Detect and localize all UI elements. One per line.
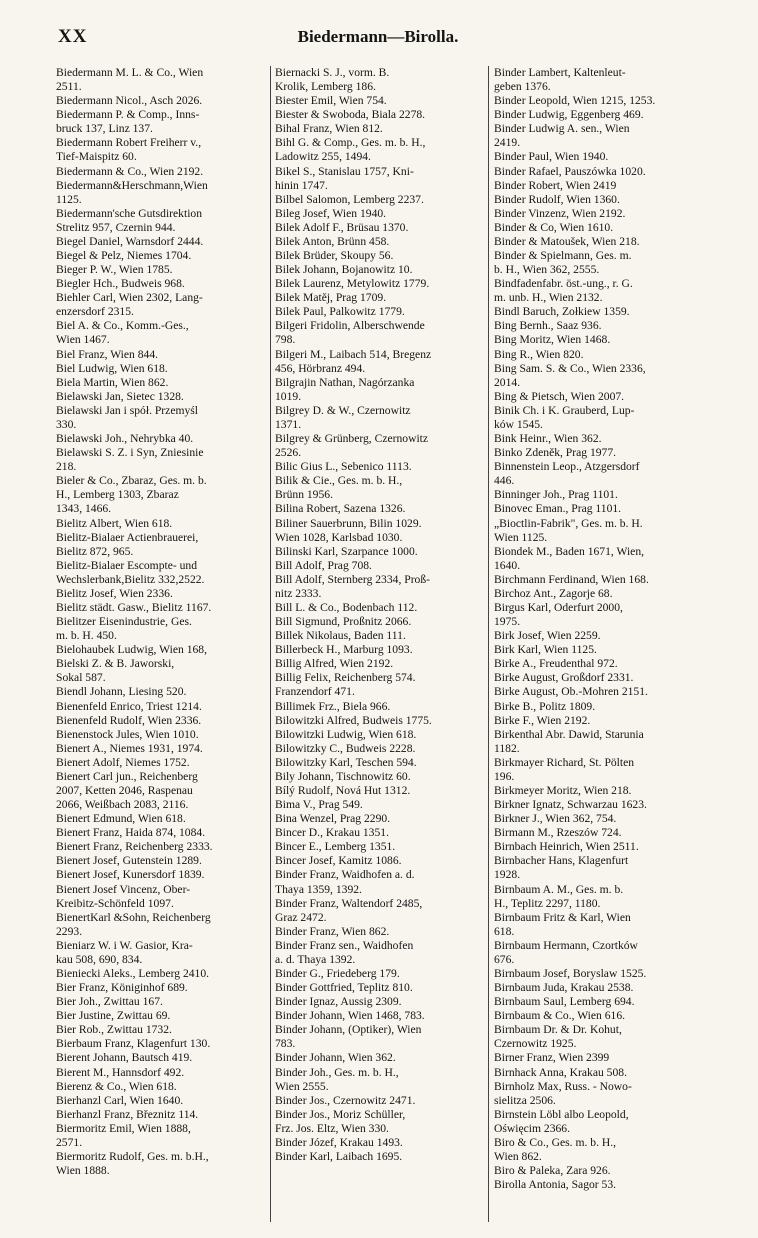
directory-line: „Bioctlin-Fabrik", Ges. m. b. H.: [494, 516, 643, 530]
directory-line: bruck 137, Linz 137.: [56, 122, 153, 136]
directory-line: Billimek Frz., Biela 966.: [275, 699, 391, 713]
directory-line: Birchoz Ant., Zagorje 68.: [494, 586, 613, 600]
directory-line: Birnbaum Dr. & Dr. Kohut,: [494, 1023, 622, 1037]
directory-line: Binder & Co, Wien 1610.: [494, 220, 614, 234]
directory-line: Binder Ludwig, Eggenberg 469.: [494, 108, 644, 122]
directory-line: 676.: [494, 952, 515, 966]
directory-line: Strelitz 957, Czernin 944.: [56, 220, 176, 234]
directory-line: 2511.: [56, 80, 82, 94]
directory-line: Bienert Adolf, Niemes 1752.: [56, 755, 190, 769]
directory-line: Bilowitzky Karl, Teschen 594.: [275, 755, 417, 769]
directory-line: Birgus Karl, Oderfurt 2000,: [494, 600, 623, 614]
directory-line: Binder Gottfried, Teplitz 810.: [275, 981, 413, 995]
running-head: Biedermann—Birolla.: [297, 27, 459, 46]
directory-line: Birnbaum A. M., Ges. m. b.: [494, 882, 624, 896]
directory-line: a. d. Thaya 1392.: [275, 952, 356, 966]
directory-line: hinin 1747.: [275, 178, 328, 192]
directory-line: Birnhack Anna, Krakau 508.: [494, 1065, 627, 1079]
directory-line: Bier Rob., Zwittau 1732.: [56, 1023, 172, 1037]
directory-line: Birnbaum & Co., Wien 616.: [494, 1009, 626, 1023]
directory-line: Birchmann Ferdinand, Wien 168.: [494, 572, 649, 586]
column-left: [56, 66, 271, 1222]
directory-line: Bier Justine, Zwittau 69.: [56, 1009, 171, 1023]
directory-line: Billerbeck H., Marburg 1093.: [275, 643, 413, 657]
directory-line: Birke August, Ob.-Mohren 2151.: [494, 685, 648, 699]
directory-line: Binik Ch. i K. Grauberd, Lup-: [494, 403, 635, 417]
directory-line: Bilgeri Fridolin, Alberschwende: [275, 319, 425, 333]
directory-line: H., Lemberg 1303, Zbaraz: [56, 488, 179, 502]
directory-line: 446.: [494, 474, 515, 488]
directory-line: 1640.: [494, 558, 521, 572]
directory-line: Binder Jos., Moriz Schüller,: [275, 1107, 406, 1121]
directory-line: Bill L. & Co., Bodenbach 112.: [275, 600, 418, 614]
directory-line: 798.: [275, 333, 296, 347]
directory-line: Bilgrajin Nathan, Nagórzanka: [275, 375, 415, 389]
directory-line: Biondek M., Baden 1671, Wien,: [494, 544, 645, 558]
directory-line: Bileg Josef, Wien 1940.: [275, 206, 387, 220]
directory-line: Bina Wenzel, Prag 2290.: [275, 812, 391, 826]
directory-line: Birnstein Löbl albo Leopold,: [494, 1107, 629, 1121]
directory-line: Bink Heinr., Wien 362.: [494, 432, 602, 446]
directory-line: Bilic Gius L., Sebenico 1113.: [275, 460, 412, 474]
directory-line: Bieler & Co., Zbaraz, Ges. m. b.: [56, 474, 207, 488]
directory-line: m. unb. H., Wien 2132.: [494, 291, 603, 305]
directory-line: b. H., Wien 362, 2555.: [494, 263, 600, 277]
directory-line: Birnbacher Hans, Klagenfurt: [494, 854, 629, 868]
directory-line: Biermoritz Rudolf, Ges. m. b.H.,: [56, 1150, 209, 1164]
directory-line: Bielitz 872, 965.: [56, 544, 134, 558]
directory-line: 1975.: [494, 615, 521, 629]
directory-line: 218.: [56, 460, 77, 474]
directory-line: Binninger Joh., Prag 1101.: [494, 488, 618, 502]
directory-line: Binder Paul, Wien 1940.: [494, 150, 609, 164]
directory-line: Bielohaubek Ludwig, Wien 168,: [56, 643, 207, 657]
directory-line: Bielawski Joh., Nehrybka 40.: [56, 432, 194, 446]
directory-line: Wien 862.: [494, 1150, 542, 1164]
directory-line: Birk Karl, Wien 1125.: [494, 643, 597, 657]
directory-line: 2007, Ketten 2046, Raspenau: [56, 783, 193, 797]
directory-line: Bílý Rudolf, Nová Hut 1312.: [275, 783, 411, 797]
directory-line: Bienenstock Jules, Wien 1010.: [56, 727, 199, 741]
directory-line: Wechslerbank,Bielitz 332,2522.: [56, 572, 205, 586]
directory-line: Bielitz-Bialaer Escompte- und: [56, 558, 198, 572]
directory-line: Biliner Sauerbrunn, Bilin 1029.: [275, 516, 422, 530]
directory-line: sielitza 2506.: [494, 1093, 556, 1107]
directory-line: Binder Rafael, Pauszówka 1020.: [494, 164, 646, 178]
directory-line: Bierent Johann, Bautsch 419.: [56, 1051, 193, 1065]
directory-line: Biermoritz Emil, Wien 1888,: [56, 1121, 191, 1135]
directory-line: Biedermann&Herschmann,Wien: [56, 178, 208, 192]
directory-line: Biendl Johann, Liesing 520.: [56, 685, 187, 699]
directory-line: Biro & Paleka, Zara 926.: [494, 1164, 611, 1178]
directory-line: Biernacki S. J., vorm. B.: [275, 66, 390, 79]
directory-line: Czernowitz 1925.: [494, 1037, 577, 1051]
directory-line: Bindl Baruch, Zołkiew 1359.: [494, 305, 630, 319]
directory-line: H., Teplitz 2297, 1180.: [494, 896, 601, 910]
directory-line: Biro & Co., Ges. m. b. H.,: [494, 1135, 617, 1149]
directory-line: Binder & Spielmann, Ges. m.: [494, 249, 632, 263]
directory-line: Binder Johann, (Optiker), Wien: [275, 1023, 422, 1037]
directory-line: Bikel S., Stanislau 1757, Kni-: [275, 164, 414, 178]
directory-line: Birnbaum Juda, Krakau 2538.: [494, 981, 634, 995]
directory-line: Wien 1028, Karlsbad 1030.: [275, 530, 403, 544]
directory-line: Kreibitz-Schönfeld 1097.: [56, 896, 174, 910]
directory-line: geben 1376.: [494, 80, 551, 94]
directory-line: Birke A., Freudenthal 972.: [494, 657, 618, 671]
directory-line: Biel Franz, Wien 844.: [56, 347, 159, 361]
directory-line: Bienert Josef, Kunersdorf 1839.: [56, 868, 205, 882]
directory-line: Binder Leopold, Wien 1215, 1253.: [494, 94, 656, 108]
directory-line: Bienenfeld Enrico, Triest 1214.: [56, 699, 202, 713]
directory-line: Brünn 1956.: [275, 488, 333, 502]
directory-line: Birke F., Wien 2192.: [494, 713, 591, 727]
directory-line: Bierhanzl Carl, Wien 1640.: [56, 1093, 184, 1107]
directory-line: Binder G., Friedeberg 179.: [275, 967, 400, 980]
directory-line: ków 1545.: [494, 417, 543, 431]
directory-line: Birolla Antonia, Sagor 53.: [494, 1178, 617, 1192]
directory-line: 456, Hörbranz 494.: [275, 361, 366, 375]
directory-line: Bing Sam. S. & Co., Wien 2336,: [494, 361, 646, 375]
directory-line: 2526.: [275, 446, 302, 460]
directory-line: 2014.: [494, 375, 521, 389]
directory-line: nitz 2333.: [275, 586, 322, 600]
directory-line: Bilek Paul, Palkowitz 1779.: [275, 305, 405, 319]
directory-columns: [56, 66, 702, 1222]
directory-line: Binder Lambert, Kaltenleut-: [494, 66, 626, 79]
directory-line: Birkmayer Richard, St. Pölten: [494, 755, 635, 769]
directory-line: Birkenthal Abr. Dawid, Starunia: [494, 727, 644, 741]
directory-line: Biester Emil, Wien 754.: [275, 94, 387, 108]
directory-line: Bilgrey D. & W., Czernowitz: [275, 403, 411, 417]
directory-line: Binder & Matoušek, Wien 218.: [494, 234, 640, 248]
directory-line: Binder Rudolf, Wien 1360.: [494, 192, 620, 206]
directory-line: Birnbaum Fritz & Karl, Wien: [494, 910, 631, 924]
directory-line: Wien 1125.: [494, 530, 548, 544]
directory-line: Bierenz & Co., Wien 618.: [56, 1079, 177, 1093]
directory-line: Oświęcim 2366.: [494, 1121, 570, 1135]
directory-line: Bielitz Josef, Wien 2336.: [56, 586, 173, 600]
directory-line: Wien 2555.: [275, 1079, 329, 1093]
directory-line: Birkner J., Wien 362, 754.: [494, 812, 617, 826]
directory-line: 2066, Weißbach 2083, 2116.: [56, 798, 189, 812]
directory-line: Bier Franz, Königinhof 689.: [56, 981, 188, 995]
directory-line: enzersdorf 2315.: [56, 305, 134, 319]
directory-line: Bilek Laurenz, Metylowitz 1779.: [275, 277, 430, 291]
directory-line: Bincer E., Lemberg 1351.: [275, 840, 396, 854]
directory-line: Graz 2472.: [275, 910, 327, 924]
directory-line: m. b. H. 450.: [56, 629, 117, 643]
directory-line: 2419.: [494, 136, 521, 150]
directory-line: Bing R., Wien 820.: [494, 347, 584, 361]
directory-line: Biedermann'sche Gutsdirektion: [56, 206, 203, 220]
directory-line: Binder Franz sen., Waidhofen: [275, 938, 414, 952]
directory-line: 2571.: [56, 1135, 83, 1149]
directory-line: BienertKarl &Sohn, Reichenberg: [56, 910, 211, 924]
directory-line: Biegel Daniel, Warnsdorf 2444.: [56, 234, 204, 248]
directory-line: Biegler Hch., Budweis 968.: [56, 277, 185, 291]
directory-line: Biester & Swoboda, Biala 2278.: [275, 108, 426, 122]
directory-line: 196.: [494, 769, 515, 783]
directory-line: Biela Martin, Wien 862.: [56, 375, 169, 389]
directory-line: Ladowitz 255, 1494.: [275, 150, 371, 164]
directory-line: Bill Adolf, Sternberg 2334, Proß-: [275, 572, 431, 586]
directory-line: 1125.: [56, 192, 82, 206]
directory-line: Bincer Josef, Kamitz 1086.: [275, 854, 402, 868]
directory-line: Bima V., Prag 549.: [275, 798, 363, 812]
directory-line: Franzendorf 471.: [275, 685, 355, 699]
directory-line: 618.: [494, 924, 515, 938]
directory-line: Biehler Carl, Wien 2302, Lang-: [56, 291, 203, 305]
directory-line: Bienert Carl jun., Reichenberg: [56, 769, 198, 783]
directory-line: Wien 1467.: [56, 333, 110, 347]
page-number: XX: [58, 26, 88, 47]
directory-line: 783.: [275, 1037, 296, 1051]
directory-line: Bill Sigmund, Proßnitz 2066.: [275, 615, 412, 629]
directory-line: Biegel & Pelz, Niemes 1704.: [56, 249, 192, 263]
directory-line: Birmann M., Rzeszów 724.: [494, 826, 622, 840]
directory-line: Binder Robert, Wien 2419: [494, 178, 617, 192]
directory-line: Bilowitzki Alfred, Budweis 1775.: [275, 713, 432, 727]
directory-line: Billig Alfred, Wien 2192.: [275, 657, 394, 671]
directory-line: Binder Ignaz, Aussig 2309.: [275, 995, 402, 1009]
directory-line: Frz. Jos. Eltz, Wien 330.: [275, 1121, 389, 1135]
directory-line: Binder Franz, Waltendorf 2485,: [275, 896, 423, 910]
directory-line: Bilek Johann, Bojanowitz 10.: [275, 263, 413, 277]
directory-line: Bilek Brüder, Skoupy 56.: [275, 249, 394, 263]
directory-line: Bihal Franz, Wien 812.: [275, 122, 383, 136]
directory-line: Biedermann P. & Comp., Inns-: [56, 108, 200, 122]
directory-line: Bilowitzki Ludwig, Wien 618.: [275, 727, 417, 741]
directory-line: Binder Vinzenz, Wien 2192.: [494, 206, 626, 220]
directory-line: Binovec Eman., Prag 1101.: [494, 502, 622, 516]
directory-line: 1019.: [275, 389, 302, 403]
directory-line: Sokal 587.: [56, 671, 106, 685]
directory-line: Bier Joh., Zwittau 167.: [56, 995, 163, 1009]
directory-line: Biedermann & Co., Wien 2192.: [56, 164, 204, 178]
directory-line: Birkmeyer Moritz, Wien 218.: [494, 783, 632, 797]
directory-line: Billek Nikolaus, Baden 111.: [275, 629, 406, 643]
directory-line: Birnbaum Hermann, Czortków: [494, 938, 638, 952]
column-middle: [271, 66, 489, 1222]
directory-line: Bierent M., Hannsdorf 492.: [56, 1065, 185, 1079]
directory-line: Binder Johann, Wien 1468, 783.: [275, 1009, 425, 1023]
directory-line: 1343, 1466.: [56, 502, 112, 516]
directory-line: Bienert Edmund, Wien 618.: [56, 812, 186, 826]
directory-line: Wien 1888.: [56, 1164, 110, 1178]
directory-line: Birner Franz, Wien 2399: [494, 1051, 610, 1065]
directory-line: Biedermann Nicol., Asch 2026.: [56, 94, 203, 108]
directory-line: Binder Józef, Krakau 1493.: [275, 1135, 403, 1149]
directory-line: Bilgeri M., Laibach 514, Bregenz: [275, 347, 432, 361]
directory-line: Biel A. & Co., Komm.-Ges.,: [56, 319, 189, 333]
directory-line: Krolik, Lemberg 186.: [275, 80, 376, 94]
directory-line: Birnbaum Saul, Lemberg 694.: [494, 995, 635, 1009]
directory-line: Bienert Franz, Reichenberg 2333.: [56, 840, 213, 854]
directory-line: Biel Ludwig, Wien 618.: [56, 361, 168, 375]
directory-line: Birk Josef, Wien 2259.: [494, 629, 601, 643]
directory-line: Bily Johann, Tischnowitz 60.: [275, 769, 411, 783]
directory-line: Bierhanzl Franz, Březnitz 114.: [56, 1107, 199, 1121]
directory-line: 1182.: [494, 741, 520, 755]
directory-line: 1371.: [275, 417, 302, 431]
directory-line: Bielawski Jan i spół. Przemyśl: [56, 403, 199, 417]
directory-line: Bienert Franz, Haida 874, 1084.: [56, 826, 206, 840]
directory-line: Birke August, Großdorf 2331.: [494, 671, 634, 685]
directory-line: Bienenfeld Rudolf, Wien 2336.: [56, 713, 202, 727]
directory-line: Bielawski S. Z. i Syn, Zniesinie: [56, 446, 204, 460]
directory-line: Birkner Ignatz, Schwarzau 1623.: [494, 798, 647, 812]
directory-line: Bincer D., Krakau 1351.: [275, 826, 389, 840]
directory-line: Bieniecki Aleks., Lemberg 2410.: [56, 967, 210, 980]
directory-line: 330.: [56, 417, 77, 431]
directory-line: Binder Franz, Waidhofen a. d.: [275, 868, 415, 882]
directory-line: Thaya 1359, 1392.: [275, 882, 362, 896]
directory-line: Bielitz städt. Gasw., Bielitz 1167.: [56, 600, 212, 614]
directory-line: Bienert Josef, Gutenstein 1289.: [56, 854, 202, 868]
directory-line: Bielawski Jan, Sietec 1328.: [56, 389, 184, 403]
directory-line: Binko Zdeněk, Prag 1977.: [494, 446, 617, 460]
directory-line: Bierbaum Franz, Klagenfurt 130.: [56, 1037, 211, 1051]
directory-line: Birnholz Max, Russ. - Nowo-: [494, 1079, 632, 1093]
directory-line: 2293.: [56, 924, 83, 938]
directory-line: Bilek Matěj, Prag 1709.: [275, 291, 387, 305]
directory-line: Bilik & Cie., Ges. m. b. H.,: [275, 474, 403, 488]
directory-line: Bilek Adolf F., Brüsau 1370.: [275, 220, 409, 234]
directory-line: Bilbel Salomon, Lemberg 2237.: [275, 192, 424, 206]
directory-line: Bilek Anton, Brünn 458.: [275, 234, 390, 248]
directory-line: Bieniarz W. i W. Gasior, Kra-: [56, 938, 193, 952]
directory-line: Binder Johann, Wien 362.: [275, 1051, 396, 1065]
directory-line: Bindfadenfabr. öst.-ung., r. G.: [494, 277, 633, 291]
directory-line: Binder Joh., Ges. m. b. H.,: [275, 1065, 399, 1079]
directory-line: Biedermann Robert Freiherr v.,: [56, 136, 202, 150]
directory-line: Bielitz Albert, Wien 618.: [56, 516, 173, 530]
directory-line: Billig Felix, Reichenberg 574.: [275, 671, 416, 685]
directory-line: Bielski Z. & B. Jaworski,: [56, 657, 175, 671]
directory-line: Bilina Robert, Sazena 1326.: [275, 502, 406, 516]
directory-line: Bihl G. & Comp., Ges. m. b. H.,: [275, 136, 426, 150]
directory-line: Bielitz-Bialaer Actienbrauerei,: [56, 530, 199, 544]
directory-line: Birnbach Heinrich, Wien 2511.: [494, 840, 639, 854]
directory-line: Bing Moritz, Wien 1468.: [494, 333, 611, 347]
directory-line: Bilgrey & Grünberg, Czernowitz: [275, 432, 429, 446]
directory-line: Biedermann M. L. & Co., Wien: [56, 66, 204, 79]
directory-line: Bing & Pietsch, Wien 2007.: [494, 389, 625, 403]
directory-line: Birnbaum Josef, Boryslaw 1525.: [494, 967, 647, 980]
directory-line: Tief-Maispitz 60.: [56, 150, 137, 164]
page-header: [58, 26, 698, 50]
column-right: [489, 66, 702, 1222]
directory-line: Binder Jos., Czernowitz 2471.: [275, 1093, 416, 1107]
directory-line: Binder Karl, Laibach 1695.: [275, 1150, 403, 1164]
directory-line: Bielitzer Eisenindustrie, Ges.: [56, 615, 192, 629]
directory-line: Bienert Josef Vincenz, Ober-: [56, 882, 191, 896]
directory-line: Binnenstein Leop., Atzgersdorf: [494, 460, 640, 474]
directory-line: 1928.: [494, 868, 521, 882]
directory-line: Bill Adolf, Prag 708.: [275, 558, 372, 572]
directory-line: Binder Ludwig A. sen., Wien: [494, 122, 630, 136]
directory-line: Birke B., Politz 1809.: [494, 699, 596, 713]
directory-line: Bing Bernh., Saaz 936.: [494, 319, 602, 333]
directory-line: kau 508, 690, 834.: [56, 952, 143, 966]
directory-line: Bilinski Karl, Szarpance 1000.: [275, 544, 418, 558]
directory-line: Binder Franz, Wien 862.: [275, 924, 390, 938]
directory-line: Bienert A., Niemes 1931, 1974.: [56, 741, 203, 755]
directory-line: Bilowitzky C., Budweis 2228.: [275, 741, 416, 755]
directory-line: Bieger P. W., Wien 1785.: [56, 263, 173, 277]
